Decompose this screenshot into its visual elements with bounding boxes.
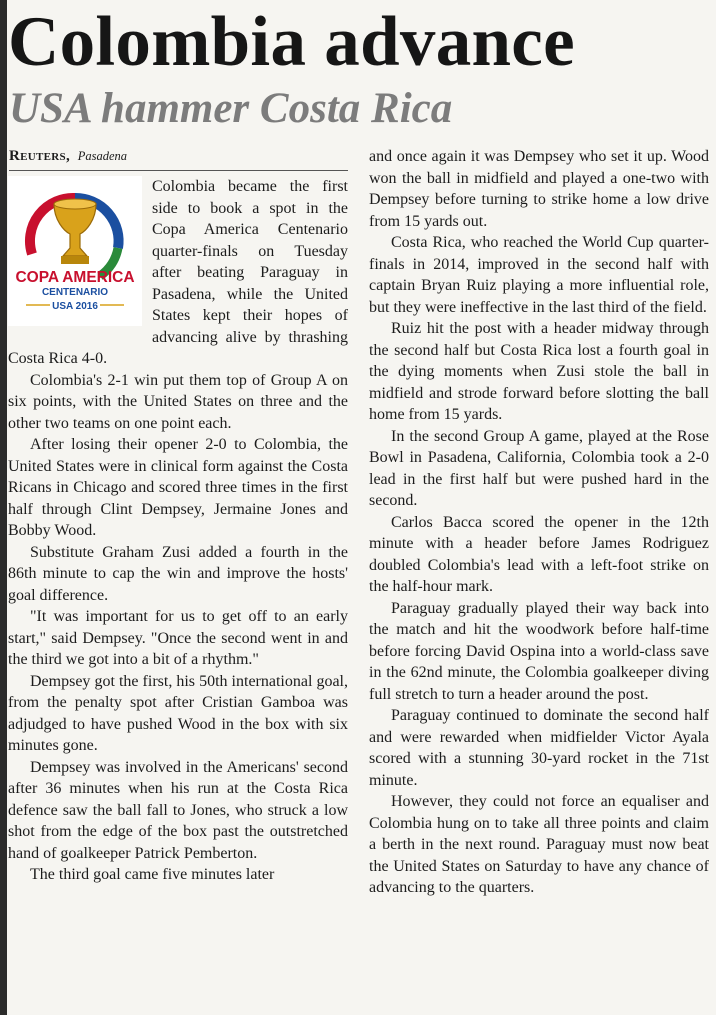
copa-america-logo [8,176,142,326]
paragraph: Colombia became the first side to book a spot in the Copa America Centenario quarter-finals on Tuesday after beating Paraguay in Pasadena, while the United States kept their hopes of advancing alive by thrashing Costa Rica 4-0. [8,178,348,367]
byline-agency: Reuters, [9,148,70,164]
paragraph: Substitute Graham Zusi added a fourth in the 86th minute to cap the win and improve the hosts' goal difference. [8,543,348,604]
logo-title: COPA AMERICA [15,269,135,286]
byline-divider [9,170,348,171]
logo-edition: USA 2016 [52,301,98,312]
article-column-left [8,176,348,886]
paragraph: Paraguay gradually played their way back into the match and hit the woodwork before half-time before forcing David Ospina into a world-class save in the 62nd minute, the Colombia goalkeeper diving full stretch to turn a header around the post. [369,599,709,703]
article-column-right [369,146,709,899]
paragraph: Dempsey got the first, his 50th international goal, from the penalty spot after Cristian Gamboa was adjudged to have pushed Wood in the box with six minutes gone. [8,672,348,754]
paragraph: Paraguay continued to dominate the second half and were rewarded when midfielder Victor Ayala scored with a stunning 30-yard rocket in the 71st minute. [369,707,709,789]
paragraph: Colombia's 2-1 win put them top of Group A on six points, with the United States on three and the other two teams on one point each. [8,371,348,432]
paragraph: Dempsey was involved in the Americans' second after 36 minutes when his run at the Costa Rica defence saw the ball fall to Jones, who struck a low shot from the edge of the box past the outstretched hand of goalkeeper Patrick Pemberton. [8,758,348,862]
trophy-base [61,256,89,264]
headline: Colombia advance [8,3,575,81]
subheadline: USA hammer Costa Rica [9,85,453,132]
years-right-text: 2016 [96,237,112,254]
paragraph: "It was important for us to get off to an early start," said Dempsey. "Once the second went in and the third we got into a bit of a rhythm." [8,608,348,668]
paragraph: The third goal came five minutes later [30,866,275,883]
paragraph: Ruiz hit the post with a header midway through the second half but Costa Rica lost a fourth goal in the dying moments when Zusi stole the ball in midfield and strode forward before slotting the ball home from 15 yards. [369,320,709,423]
paragraph: and once again it was Dempsey who set it up. Wood won the ball in midfield and played a one-two with Dempsey before turning to strike home a low drive from 15 yards out. [369,148,709,230]
paragraph: Carlos Bacca scored the opener in the 12th minute with a header before James Rodriguez doubled Colombia's lead with a left-foot strike on the half-hour mark. [369,513,709,595]
paragraph: However, they could not force an equaliser and Colombia hung on to take all three points and claim a berth in the next round. Paraguay must now beat the United States on Saturday to have any chance of advancing to the quarters. [369,793,709,896]
paragraph: After losing their opener 2-0 to Colombia, the United States were in clinical form against the Costa Ricans in Chicago and scored three times in the first half through Clint Dempsey, Jermaine Jones and Bobby Wood. [8,436,348,539]
page-edge [0,0,7,1015]
paragraph: In the second Group A game, played at the Rose Bowl in Pasadena, California, Colombia took a 2-0 lead in the first half but were pushed hard in the second. [369,427,709,509]
byline [9,147,127,165]
trophy-rim [54,199,96,209]
years-left-text: 1916 [39,232,54,249]
logo-subtitle: CENTENARIO [41,287,109,298]
paragraph: Costa Rica, who reached the World Cup quarter-finals in 2014, improved in the second half with captain Bryan Ruiz playing a more influential role, but they were ineffective in the last third of the field. [369,234,709,316]
byline-location: Pasadena [77,149,128,163]
